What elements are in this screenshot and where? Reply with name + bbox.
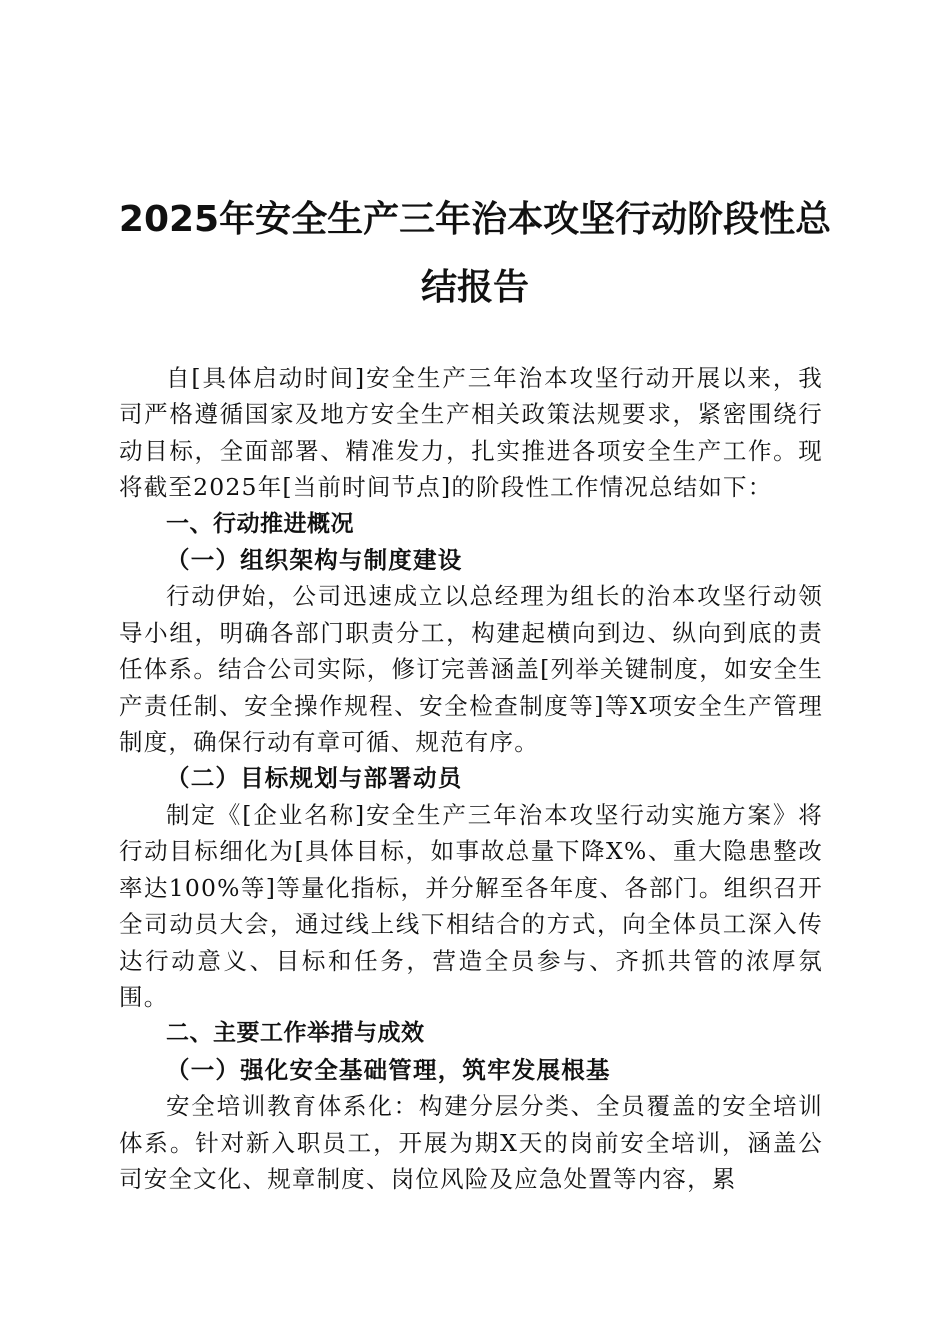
section-1-sub-2-paragraph: 制定《[企业名称]安全生产三年治本攻坚行动实施方案》将行动目标细化为[具体目标，如事故总量下降X%、重大隐患整改率达100%等]等量化指标，并分解至各年度、各部门。组织召开全司动员大会，通过线上线下相结合的方式，向全体员工深入传达行动意义、目标和任务，营造全员参与、齐抓共管的浓厚氛围。 xyxy=(119,800,823,1011)
document-title-line-2: 结报告 xyxy=(420,267,529,308)
section-1-sub-2-heading: （二）目标规划与部署动员 xyxy=(166,764,463,793)
section-1-sub-1-paragraph: 行动伊始，公司迅速成立以总经理为组长的治本攻坚行动领导小组，明确各部门职责分工，构建起横向到边、纵向到底的责任体系。结合公司实际，修订完善涵盖[列举关键制度，如安全生产责任制、安全操作规程、安全检查制度等]等X项安全生产管理制度，确保行动有章可循、规范有序。 xyxy=(119,582,823,757)
document-body xyxy=(119,360,823,1197)
section-2-sub-1-heading: （一）强化安全基础管理，筑牢发展根基 xyxy=(166,1055,611,1084)
section-1-heading: 一、行动推进概况 xyxy=(166,510,354,537)
document-title-line-1: 2025年安全生产三年治本攻坚行动阶段性总 xyxy=(118,199,832,240)
section-2-sub-1-paragraph: 安全培训教育体系化：构建分层分类、全员覆盖的安全培训体系。针对新入职员工，开展为期X天的岗前安全培训，涵盖公司安全文化、规章制度、岗位风险及应急处置等内容，累 xyxy=(119,1092,823,1193)
section-1-sub-1-heading: （一）组织架构与制度建设 xyxy=(166,546,463,575)
section-2-heading: 二、主要工作举措与成效 xyxy=(166,1020,425,1047)
intro-paragraph: 自[具体启动时间]安全生产三年治本攻坚行动开展以来，我司严格遵循国家及地方安全生产相关政策法规要求，紧密围绕行动目标，全面部署、精准发力，扎实推进各项安全生产工作。现将截至2025年[当前时间节点]的阶段性工作情况总结如下： xyxy=(119,364,823,502)
